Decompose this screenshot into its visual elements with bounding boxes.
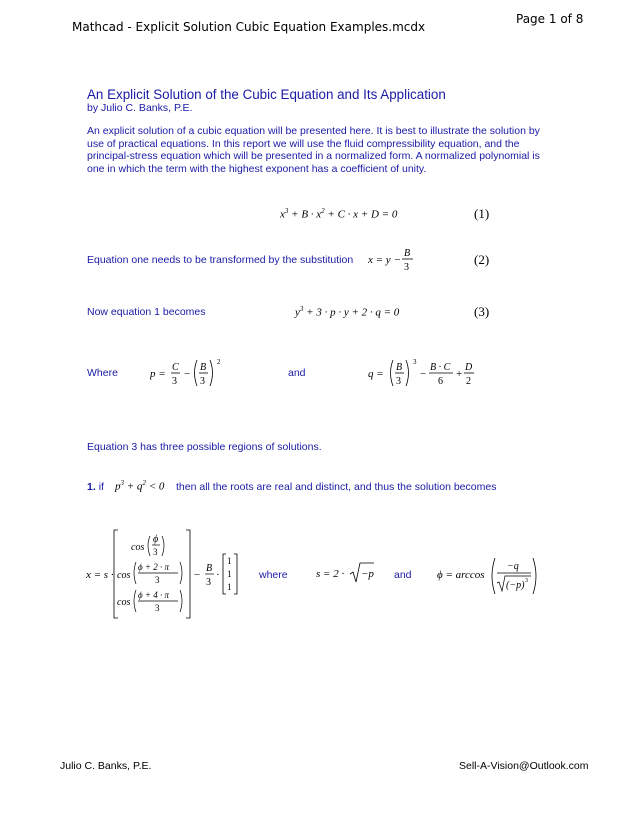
p-definition-figure [150,356,230,390]
equation-number-2: (2) [474,252,490,267]
svg-text:x = s ·: x = s · [86,569,114,581]
document-author: by Julio C. Banks, P.E. [87,102,193,114]
case-1-solution-figure [86,528,246,622]
svg-text:−: − [194,569,201,581]
case-1-condition: $p^3 + q^2 < 0$ [115,479,165,493]
intro-line: one in which the term with the highest exponent has a coefficient of unity. [87,162,427,175]
intro-paragraph [87,125,551,175]
svg-text:C: C [172,362,179,373]
svg-text:−q: −q [507,561,519,572]
equation-number-1: (1) [474,206,490,221]
where-text: Where [87,367,118,379]
svg-text:B: B [396,362,403,373]
svg-text:3: 3 [206,577,211,588]
becomes-text: Now equation 1 becomes [87,306,206,318]
svg-text:+: + [456,368,463,380]
equation-1: $x^3 + B \cdot x^2 + C \cdot x + D = 0$ [280,207,398,221]
svg-text:ϕ + 2 · π: ϕ + 2 · π [138,562,169,572]
svg-text:−: − [420,368,427,380]
svg-text:x = y −: x = y − [368,254,401,266]
case-1-if: if [98,481,104,493]
svg-text:2: 2 [217,358,221,366]
equation-2 [368,246,428,279]
svg-text:2: 2 [466,376,471,387]
svg-text:cos: cos [117,597,131,608]
case-1-then-text: then all the roots are real and distinct, and thus the solution becomes [176,481,497,493]
svg-text:·: · [216,569,220,581]
equation-3: $y^3 + 3 \cdot p \cdot y + 2 \cdot q = 0$ [295,305,400,319]
svg-text:3: 3 [200,376,205,387]
intro-line: use of practical equations. In this report we will use the fluid compressibility equation, and the [87,137,520,150]
footer-email: Sell-A-Vision@Outlook.com [459,760,589,772]
svg-text:ϕ + 4 · π: ϕ + 4 · π [138,590,169,600]
intro-line: An explicit solution of a cubic equation will be presented here. It is best to illustrate the solution by [87,125,540,137]
svg-text:6: 6 [438,376,443,387]
s-definition [316,560,376,591]
substitution-text: Equation one needs to be transformed by the substitution [87,254,354,266]
s-definition-figure [316,560,376,586]
svg-text:p =: p = [150,368,166,380]
svg-text:−p: −p [361,568,374,580]
page-indicator: Page 1 of 8 [516,12,584,26]
svg-text:3: 3 [396,376,401,387]
where-2-text: where [259,569,288,581]
svg-text:B: B [404,248,411,259]
svg-text:3: 3 [155,603,160,613]
svg-text:1: 1 [227,582,232,592]
q-definition [368,356,478,395]
footer-author: Julio C. Banks, P.E. [60,760,152,772]
svg-text:s = 2 ·: s = 2 · [316,568,345,580]
svg-text:q =: q = [368,368,384,380]
svg-text:3: 3 [172,376,177,387]
q-definition-figure [368,356,478,390]
svg-text:cos: cos [131,542,145,553]
svg-text:B · C: B · C [430,362,451,373]
svg-text:ϕ: ϕ [153,534,159,545]
svg-text:cos: cos [117,570,131,581]
and-text: and [288,367,306,379]
svg-text:1: 1 [227,556,232,566]
svg-text:(−p): (−p) [506,580,525,591]
svg-text:D: D [465,362,473,373]
phi-definition [437,556,541,601]
svg-text:ϕ = arccos: ϕ = arccos [437,569,485,581]
document-title: An Explicit Solution of the Cubic Equation and Its Application [87,87,446,102]
svg-text:3: 3 [525,578,528,584]
document-file-name: Mathcad - Explicit Solution Cubic Equation Examples.mcdx [72,20,426,34]
case-1-line [87,481,104,493]
case-1-number: 1. [87,481,96,493]
phi-definition-figure [437,556,541,596]
and-2-text: and [394,569,412,581]
equation-2-figure [368,246,428,274]
svg-text:B: B [200,362,207,373]
svg-text:B: B [206,563,213,574]
svg-text:−: − [184,368,191,380]
svg-text:1: 1 [227,569,232,579]
intro-line: principal-stress equation which will be presented in a normalized form. A normalized polynomial is [87,150,540,163]
svg-text:3: 3 [155,575,160,585]
p-definition [150,356,230,395]
equation-number-3: (3) [474,304,490,319]
svg-text:3: 3 [153,547,158,557]
case-1-solution [86,528,246,627]
svg-text:3: 3 [404,262,409,273]
regions-text: Equation 3 has three possible regions of solutions. [87,441,322,453]
svg-text:3: 3 [413,358,417,366]
